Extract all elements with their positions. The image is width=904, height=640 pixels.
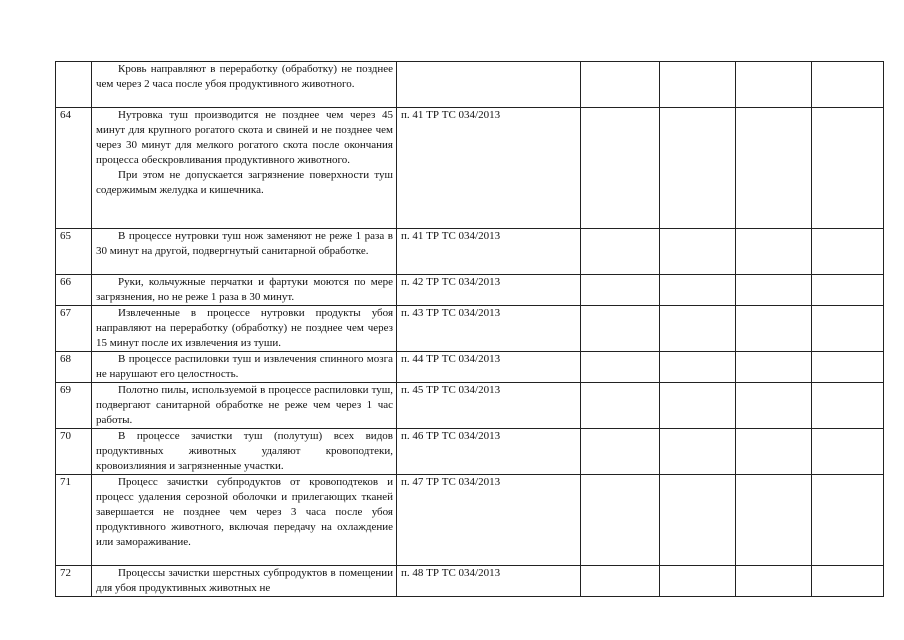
check-cell [812,275,884,306]
row-number [56,62,92,108]
requirement-text [92,62,397,108]
check-cell [812,566,884,597]
check-cell [581,383,660,429]
check-cell [660,383,736,429]
requirement-text [92,306,397,352]
requirement-paragraph: Полотно пилы, используемой в процессе распиловки туш, подвергают санитарной обработке не реже чем через 1 час работы. [96,384,393,426]
check-cell [812,352,884,383]
check-cell [812,383,884,429]
check-cell [736,429,812,475]
requirement-paragraph: Кровь направляют в переработку (обработку) не позднее чем через 2 часа после убоя продуктивного животного. [96,63,393,90]
table-row [56,229,884,275]
row-number: 66 [56,275,92,306]
row-number: 69 [56,383,92,429]
table-row [56,306,884,352]
table-row [56,429,884,475]
table-row [56,566,884,597]
check-cell [581,229,660,275]
requirement-text [92,108,397,229]
check-cell [660,352,736,383]
check-cell [736,475,812,566]
requirement-paragraph: Нутровка туш производится не позднее чем через 45 минут для крупного рогатого скота и свиней и не позднее чем через 30 минут для мелкого рогатого скота после окончания процесса обескровливания продуктивного животного. [96,109,393,166]
table-row [56,62,884,108]
requirement-paragraph: Руки, кольчужные перчатки и фартуки моются по мере загрязнения, но не реже 1 раза в 30 минут. [96,276,393,303]
requirement-paragraph: В процессе распиловки туш и извлечения спинного мозга не нарушают его целостность. [96,353,393,380]
regulation-reference: п. 47 ТР ТС 034/2013 [397,475,581,566]
requirement-text [92,383,397,429]
table-row [56,475,884,566]
row-number: 65 [56,229,92,275]
regulation-reference: п. 43 ТР ТС 034/2013 [397,306,581,352]
requirement-paragraph: В процессе нутровки туш нож заменяют не реже 1 раза в 30 минут на другой, подвергнутый санитарной обработке. [96,230,393,257]
regulation-reference: п. 41 ТР ТС 034/2013 [397,108,581,229]
requirements-table [55,61,884,597]
regulation-reference: п. 41 ТР ТС 034/2013 [397,229,581,275]
regulation-reference: п. 44 ТР ТС 034/2013 [397,352,581,383]
check-cell [660,229,736,275]
row-number: 72 [56,566,92,597]
check-cell [736,306,812,352]
check-cell [812,229,884,275]
requirement-paragraph: Процессы зачистки шерстных субпродуктов в помещении для убоя продуктивных животных не [96,567,393,594]
check-cell [812,62,884,108]
requirement-paragraph: Извлеченные в процессе нутровки продукты убоя направляют на переработку (обработку) не позднее чем через 15 минут после их извлечения из туши. [96,307,393,349]
check-cell [581,429,660,475]
regulation-reference: п. 48 ТР ТС 034/2013 [397,566,581,597]
row-number: 68 [56,352,92,383]
table-row [56,383,884,429]
requirement-paragraph: При этом не допускается загрязнение поверхности туш содержимым желудка и кишечника. [96,169,393,196]
check-cell [581,306,660,352]
regulation-reference: п. 46 ТР ТС 034/2013 [397,429,581,475]
row-number: 70 [56,429,92,475]
check-cell [581,108,660,229]
check-cell [736,352,812,383]
check-cell [660,62,736,108]
requirement-text [92,566,397,597]
check-cell [660,108,736,229]
table-row [56,275,884,306]
check-cell [660,429,736,475]
table-row [56,352,884,383]
requirement-text [92,229,397,275]
regulation-reference: п. 42 ТР ТС 034/2013 [397,275,581,306]
regulation-reference [397,62,581,108]
table-row [56,108,884,229]
check-cell [812,108,884,229]
check-cell [736,108,812,229]
requirement-text [92,475,397,566]
check-cell [581,566,660,597]
check-cell [660,475,736,566]
check-cell [581,352,660,383]
regulation-reference: п. 45 ТР ТС 034/2013 [397,383,581,429]
check-cell [660,566,736,597]
check-cell [581,275,660,306]
row-number: 67 [56,306,92,352]
check-cell [581,475,660,566]
row-number: 71 [56,475,92,566]
check-cell [812,429,884,475]
check-cell [736,229,812,275]
check-cell [736,383,812,429]
check-cell [812,306,884,352]
check-cell [581,62,660,108]
check-cell [736,275,812,306]
requirement-text [92,429,397,475]
check-cell [660,306,736,352]
row-number: 64 [56,108,92,229]
check-cell [736,62,812,108]
requirement-text [92,352,397,383]
check-cell [660,275,736,306]
requirement-paragraph: В процессе зачистки туш (полутуш) всех видов продуктивных животных удаляют кровоподтеки, кровоизлияния и загрязненные участки. [96,430,393,472]
requirement-text [92,275,397,306]
check-cell [736,566,812,597]
requirement-paragraph: Процесс зачистки субпродуктов от кровоподтеков и процесс удаления серозной оболочки и прилегающих тканей завершается не позднее чем через 3 часа после убоя продуктивного животного, включая передачу на охлаждение или замораживание. [96,476,393,548]
check-cell [812,475,884,566]
